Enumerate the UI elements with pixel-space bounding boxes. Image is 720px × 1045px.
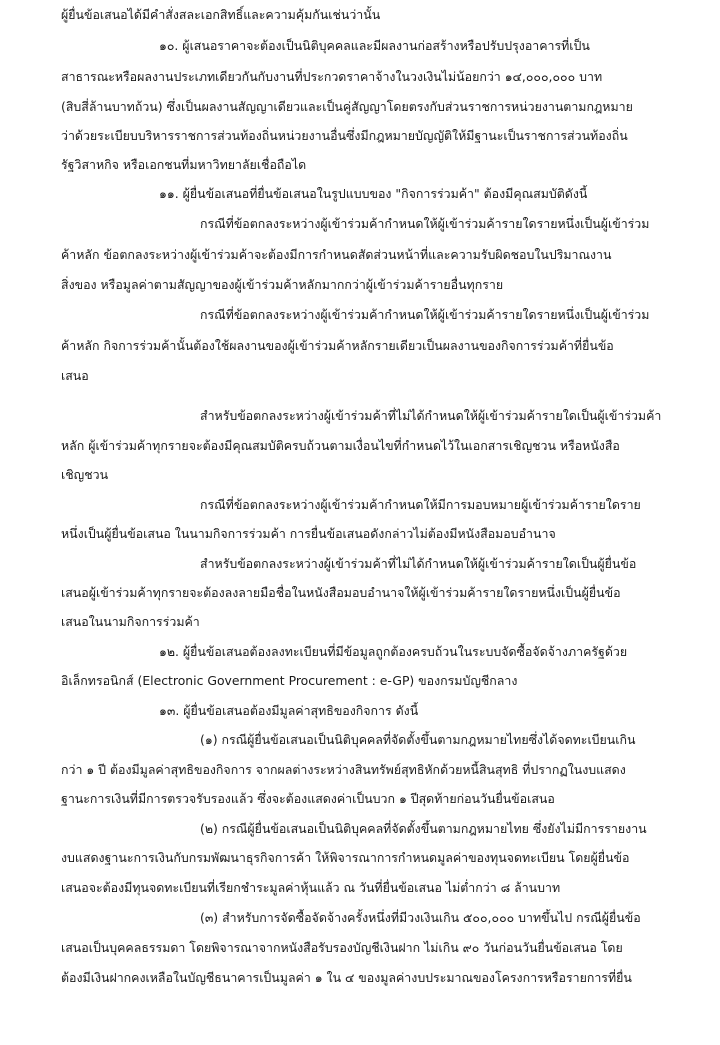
text-line: ค้าหลัก กิจการร่วมค้านั้นต้องใช้ผลงานของผู้เข้าร่วมค้าหลักรายเดียวเป็นผลงานของกิจการร่วมค้าที่ยื่นข้อ xyxy=(61,338,614,353)
text-line: เสนอ xyxy=(61,368,89,383)
text-line: ว่าด้วยระเบียบบริหารราชการส่วนท้องถิ่นหน่วยงานอื่นซึ่งมีกฎหมายบัญญัติให้มีฐานะเป็นราชการส่วนท้องถิ่น xyxy=(61,128,628,143)
text-line: ๑๐. ผู้เสนอราคาจะต้องเป็นนิติบุคคลและมีผลงานก่อสร้างหรือปรับปรุงอาคารที่เป็น xyxy=(159,38,590,53)
text-line: รัฐวิสาหกิจ หรือเอกชนที่มหาวิทยาลัยเชื่อถือได xyxy=(61,157,307,172)
text-line: ฐานะการเงินที่มีการตรวจรับรองแล้ว ซึ่งจะต้องแสดงค่าเป็นบวก ๑ ปีสุดท้ายก่อนวันยื่นข้อเสนอ xyxy=(61,791,555,806)
text-line: สาธารณะหรือผลงานประเภทเดียวกันกับงานที่ประกวดราคาจ้างในวงเงินไม่น้อยกว่า ๑๔,๐๐๐,๐๐๐ บาท xyxy=(61,69,603,84)
text-line: เสนอจะต้องมีทุนจดทะเบียนที่เรียกชำระมูลค่าหุ้นแล้ว ณ วันที่ยื่นข้อเสนอ ไม่ต่ำกว่า ๘ ล้านบาท xyxy=(61,880,561,895)
text-line: ต้องมีเงินฝากคงเหลือในบัญชีธนาคารเป็นมูลค่า ๑ ใน ๔ ของมูลค่างบประมาณของโครงการหรือรายการที่ยื่น xyxy=(61,970,632,985)
text-line: เสนอเป็นบุคคลธรรมดา โดยพิจารณาจากหนังสือรับรองบัญชีเงินฝาก ไม่เกิน ๙๐ วันก่อนวันยื่นข้อเสนอ โดย xyxy=(61,940,623,955)
text-line: ค้าหลัก ข้อตกลงระหว่างผู้เข้าร่วมค้าจะต้องมีการกำหนดสัดส่วนหน้าที่และความรับผิดชอบในปริมาณงาน xyxy=(61,247,612,262)
text-line: สำหรับข้อตกลงระหว่างผู้เข้าร่วมค้าที่ไม่ได้กำหนดให้ผู้เข้าร่วมค้ารายใดเป็นผู้ยื่นข้อ xyxy=(200,556,637,571)
text-line: กว่า ๑ ปี ต้องมีมูลค่าสุทธิของกิจการ จากผลต่างระหว่างสินทรัพย์สุทธิหักด้วยหนี้สินสุทธิ ที่ปรากฏในงบแสดง xyxy=(61,762,626,777)
text-line: ๑๑. ผู้ยื่นข้อเสนอที่ยื่นข้อเสนอในรูปแบบของ "กิจการร่วมค้า" ต้องมีคุณสมบัติดังนี้ xyxy=(159,186,588,201)
text-line: เสนอในนามกิจการร่วมค้า xyxy=(61,614,200,629)
text-line: เสนอผู้เข้าร่วมค้าทุกรายจะต้องลงลายมือชื่อในหนังสือมอบอำนาจให้ผู้เข้าร่วมค้ารายใดรายหนึ่งเป็นผู้ยื่นข้อ xyxy=(61,585,621,600)
text-line: อิเล็กทรอนิกส์ (Electronic Government Procurement : e-GP) ของกรมบัญชีกลาง xyxy=(61,673,518,688)
text-line: (๒) กรณีผู้ยื่นข้อเสนอเป็นนิติบุคคลที่จัดตั้งขึ้นตามกฎหมายไทย ซึ่งยังไม่มีการรายงาน xyxy=(200,821,647,836)
text-line: (๓) สำหรับการจัดซื้อจัดจ้างครั้งหนึ่งที่มีวงเงินเกิน ๕๐๐,๐๐๐ บาทขึ้นไป กรณีผู้ยื่นข้อ xyxy=(200,910,641,925)
text-line: (๑) กรณีผู้ยื่นข้อเสนอเป็นนิติบุคคลที่จัดตั้งขึ้นตามกฎหมายไทยซึ่งได้จดทะเบียนเกิน xyxy=(200,732,636,747)
text-line: เชิญชวน xyxy=(61,467,109,482)
text-line: กรณีที่ข้อตกลงระหว่างผู้เข้าร่วมค้ากำหนดให้ผู้เข้าร่วมค้ารายใดรายหนึ่งเป็นผู้เข้าร่วม xyxy=(200,307,650,322)
text-line: หนึ่งเป็นผู้ยื่นข้อเสนอ ในนามกิจการร่วมค้า การยื่นข้อเสนอดังกล่าวไม่ต้องมีหนังสือมอบอำนาจ xyxy=(61,526,556,541)
text-line: งบแสดงฐานะการเงินกับกรมพัฒนาธุรกิจการค้า ให้พิจารณาการกำหนดมูลค่าของทุนจดทะเบียน โดยผู้ยื่นข้อ xyxy=(61,850,630,865)
text-line: สำหรับข้อตกลงระหว่างผู้เข้าร่วมค้าที่ไม่ได้กำหนดให้ผู้เข้าร่วมค้ารายใดเป็นผู้เข้าร่วมค้า xyxy=(200,408,662,423)
text-line: สิ่งของ หรือมูลค่าตามสัญญาของผู้เข้าร่วมค้าหลักมากกว่าผู้เข้าร่วมค้ารายอื่นทุกราย xyxy=(61,277,504,292)
text-line: ๑๒. ผู้ยื่นข้อเสนอต้องลงทะเบียนที่มีข้อมูลถูกต้องครบถ้วนในระบบจัดซื้อจัดจ้างภาครัฐด้วย xyxy=(159,644,628,659)
text-line: (สิบสี่ล้านบาทถ้วน) ซึ่งเป็นผลงานสัญญาเดียวและเป็นคู่สัญญาโดยตรงกับส่วนราชการหน่วยงานตามกฎหมาย xyxy=(61,99,633,114)
text-line: กรณีที่ข้อตกลงระหว่างผู้เข้าร่วมค้ากำหนดให้มีการมอบหมายผู้เข้าร่วมค้ารายใดราย xyxy=(200,497,641,512)
text-line: กรณีที่ข้อตกลงระหว่างผู้เข้าร่วมค้ากำหนดให้ผู้เข้าร่วมค้ารายใดรายหนึ่งเป็นผู้เข้าร่วม xyxy=(200,216,650,231)
text-line: ผู้ยื่นข้อเสนอได้มีคำสั่งสละเอกสิทธิ์และความคุ้มกันเช่นว่านั้น xyxy=(61,7,381,22)
text-line: หลัก ผู้เข้าร่วมค้าทุกรายจะต้องมีคุณสมบัติครบถ้วนตามเงื่อนไขที่กำหนดไว้ในเอกสารเชิญชวน หรือหนังสือ xyxy=(61,438,620,453)
text-line: ๑๓. ผู้ยื่นข้อเสนอต้องมีมูลค่าสุทธิของกิจการ ดังนี้ xyxy=(159,703,419,718)
